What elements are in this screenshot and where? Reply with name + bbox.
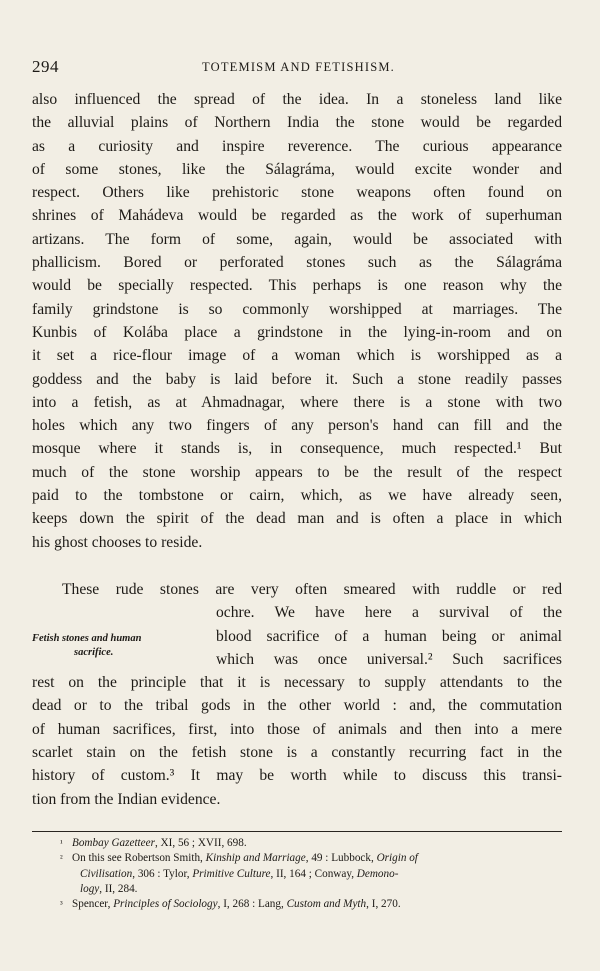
footnote-1	[60, 836, 560, 851]
footnote-text: , II, 164 ; Conway,	[270, 867, 357, 880]
paragraph-1	[32, 88, 562, 554]
footnote-2-cont	[60, 867, 560, 882]
text-line: goddess and the baby is laid before it. Such a stone readily passes	[32, 370, 562, 388]
margin-note	[32, 632, 202, 660]
footnote-title: Civilisation	[80, 867, 133, 880]
text-line: blood sacrifice of a human being or animal	[216, 627, 562, 645]
footnote-text: Spencer,	[72, 898, 114, 911]
footnote-text: On this see Robertson Smith,	[72, 852, 206, 865]
text-line: also influenced the spread of the idea. In a stoneless land like	[32, 91, 562, 108]
text-line: Kunbis of Kolába place a grindstone in the lying-in-room and on	[32, 323, 562, 341]
running-title: TOTEMISM AND FETISHISM.	[202, 60, 396, 74]
footnote-2	[60, 851, 560, 866]
paragraph-2	[32, 578, 562, 811]
page-number: 294	[32, 57, 59, 76]
footnote-rule	[32, 831, 562, 832]
text-line: respect. Others like prehistoric stone weapons often found on	[32, 184, 562, 202]
footnote-text: , II, 284.	[99, 882, 138, 895]
text-line: ochre. We have here a survival of the	[216, 604, 562, 622]
footnote-title: Custom and Myth	[286, 898, 367, 911]
footnote-2-cont	[60, 882, 560, 897]
page-header	[32, 57, 570, 79]
footnote-title: Bombay Gazetteer	[72, 837, 155, 849]
text-line: would be specially respected. This perhaps is one reason why the	[32, 277, 562, 295]
text-line: rest on the principle that it is necessary to supply attendants to the	[32, 674, 562, 692]
footnotes	[60, 836, 560, 912]
footnote-mark: ²	[60, 853, 63, 864]
text-line: as a curiosity and inspire reverence. The curious appearance	[32, 137, 562, 155]
footnote-text: , 49 : Lubbock,	[305, 852, 377, 865]
text-line: artizans. The form of some, again, would be associated with	[32, 230, 562, 248]
text-line: mosque where it stands is, in consequence, much respected.¹ But	[32, 440, 562, 458]
text-line: holes which any two fingers of any person's hand can fill and the	[32, 417, 562, 435]
footnote-text: , I, 268 : Lang,	[217, 898, 287, 911]
footnote-3	[60, 897, 560, 912]
footnote-title: Principles of Sociology	[113, 898, 218, 911]
footnote-title: Primitive Culture	[192, 867, 271, 880]
text-line: keeps down the spirit of the dead man and is often a place in which	[32, 510, 562, 528]
text-line: it set a rice-flour image of a woman which is worshipped as a	[32, 347, 562, 365]
text-line: his ghost chooses to reside.	[32, 533, 203, 551]
footnote-title: Origin of	[376, 852, 418, 865]
footnote-title: Kinship and Marriage	[205, 852, 306, 865]
footnote-text: , I, 270.	[366, 898, 401, 911]
text-line: which was once universal.² Such sacrifices	[216, 650, 562, 668]
text-line: dead or to the tribal gods in the other world : and, the commutation	[32, 697, 562, 715]
text-line: the alluvial plains of Northern India the stone would be regarded	[32, 114, 562, 132]
text-line: of some stones, like the Sálagráma, would excite wonder and	[32, 160, 562, 178]
text-line: of human sacrifices, first, into those of animals and then into a mere	[32, 720, 562, 738]
text-line: These rude stones are very often smeared with ruddle or red	[62, 581, 562, 598]
text-line: into a fetish, as at Ahmadnagar, where there is a stone with two	[32, 393, 562, 411]
text-line: phallicism. Bored or perforated stones such as the Sálagráma	[32, 254, 562, 272]
margin-note-line: Fetish stones and human	[32, 633, 142, 644]
footnote-title: Demono-	[356, 867, 399, 880]
text-line: scarlet stain on the fetish stone is a constantly recurring fact in the	[32, 744, 562, 762]
footnote-text: , XI, 56 ; XVII, 698.	[154, 837, 247, 849]
text-line: history of custom.³ It may be worth while to discuss this transi-	[32, 767, 562, 785]
footnote-mark: ¹	[60, 838, 63, 848]
text-line: shrines of Mahádeva would be regarded as the work of superhuman	[32, 207, 562, 225]
footnote-text: , 306 : Tylor,	[132, 867, 193, 880]
margin-note-line: sacrifice.	[74, 647, 114, 658]
footnote-mark: ³	[60, 899, 63, 910]
text-line: paid to the tombstone or cairn, which, as we have already seen,	[32, 487, 562, 505]
text-line: family grindstone is so commonly worshipped at marriages. The	[32, 300, 562, 318]
text-line: much of the stone worship appears to be the result of the respect	[32, 463, 562, 481]
footnote-title: logy	[80, 882, 100, 895]
text-line: tion from the Indian evidence.	[32, 790, 221, 808]
